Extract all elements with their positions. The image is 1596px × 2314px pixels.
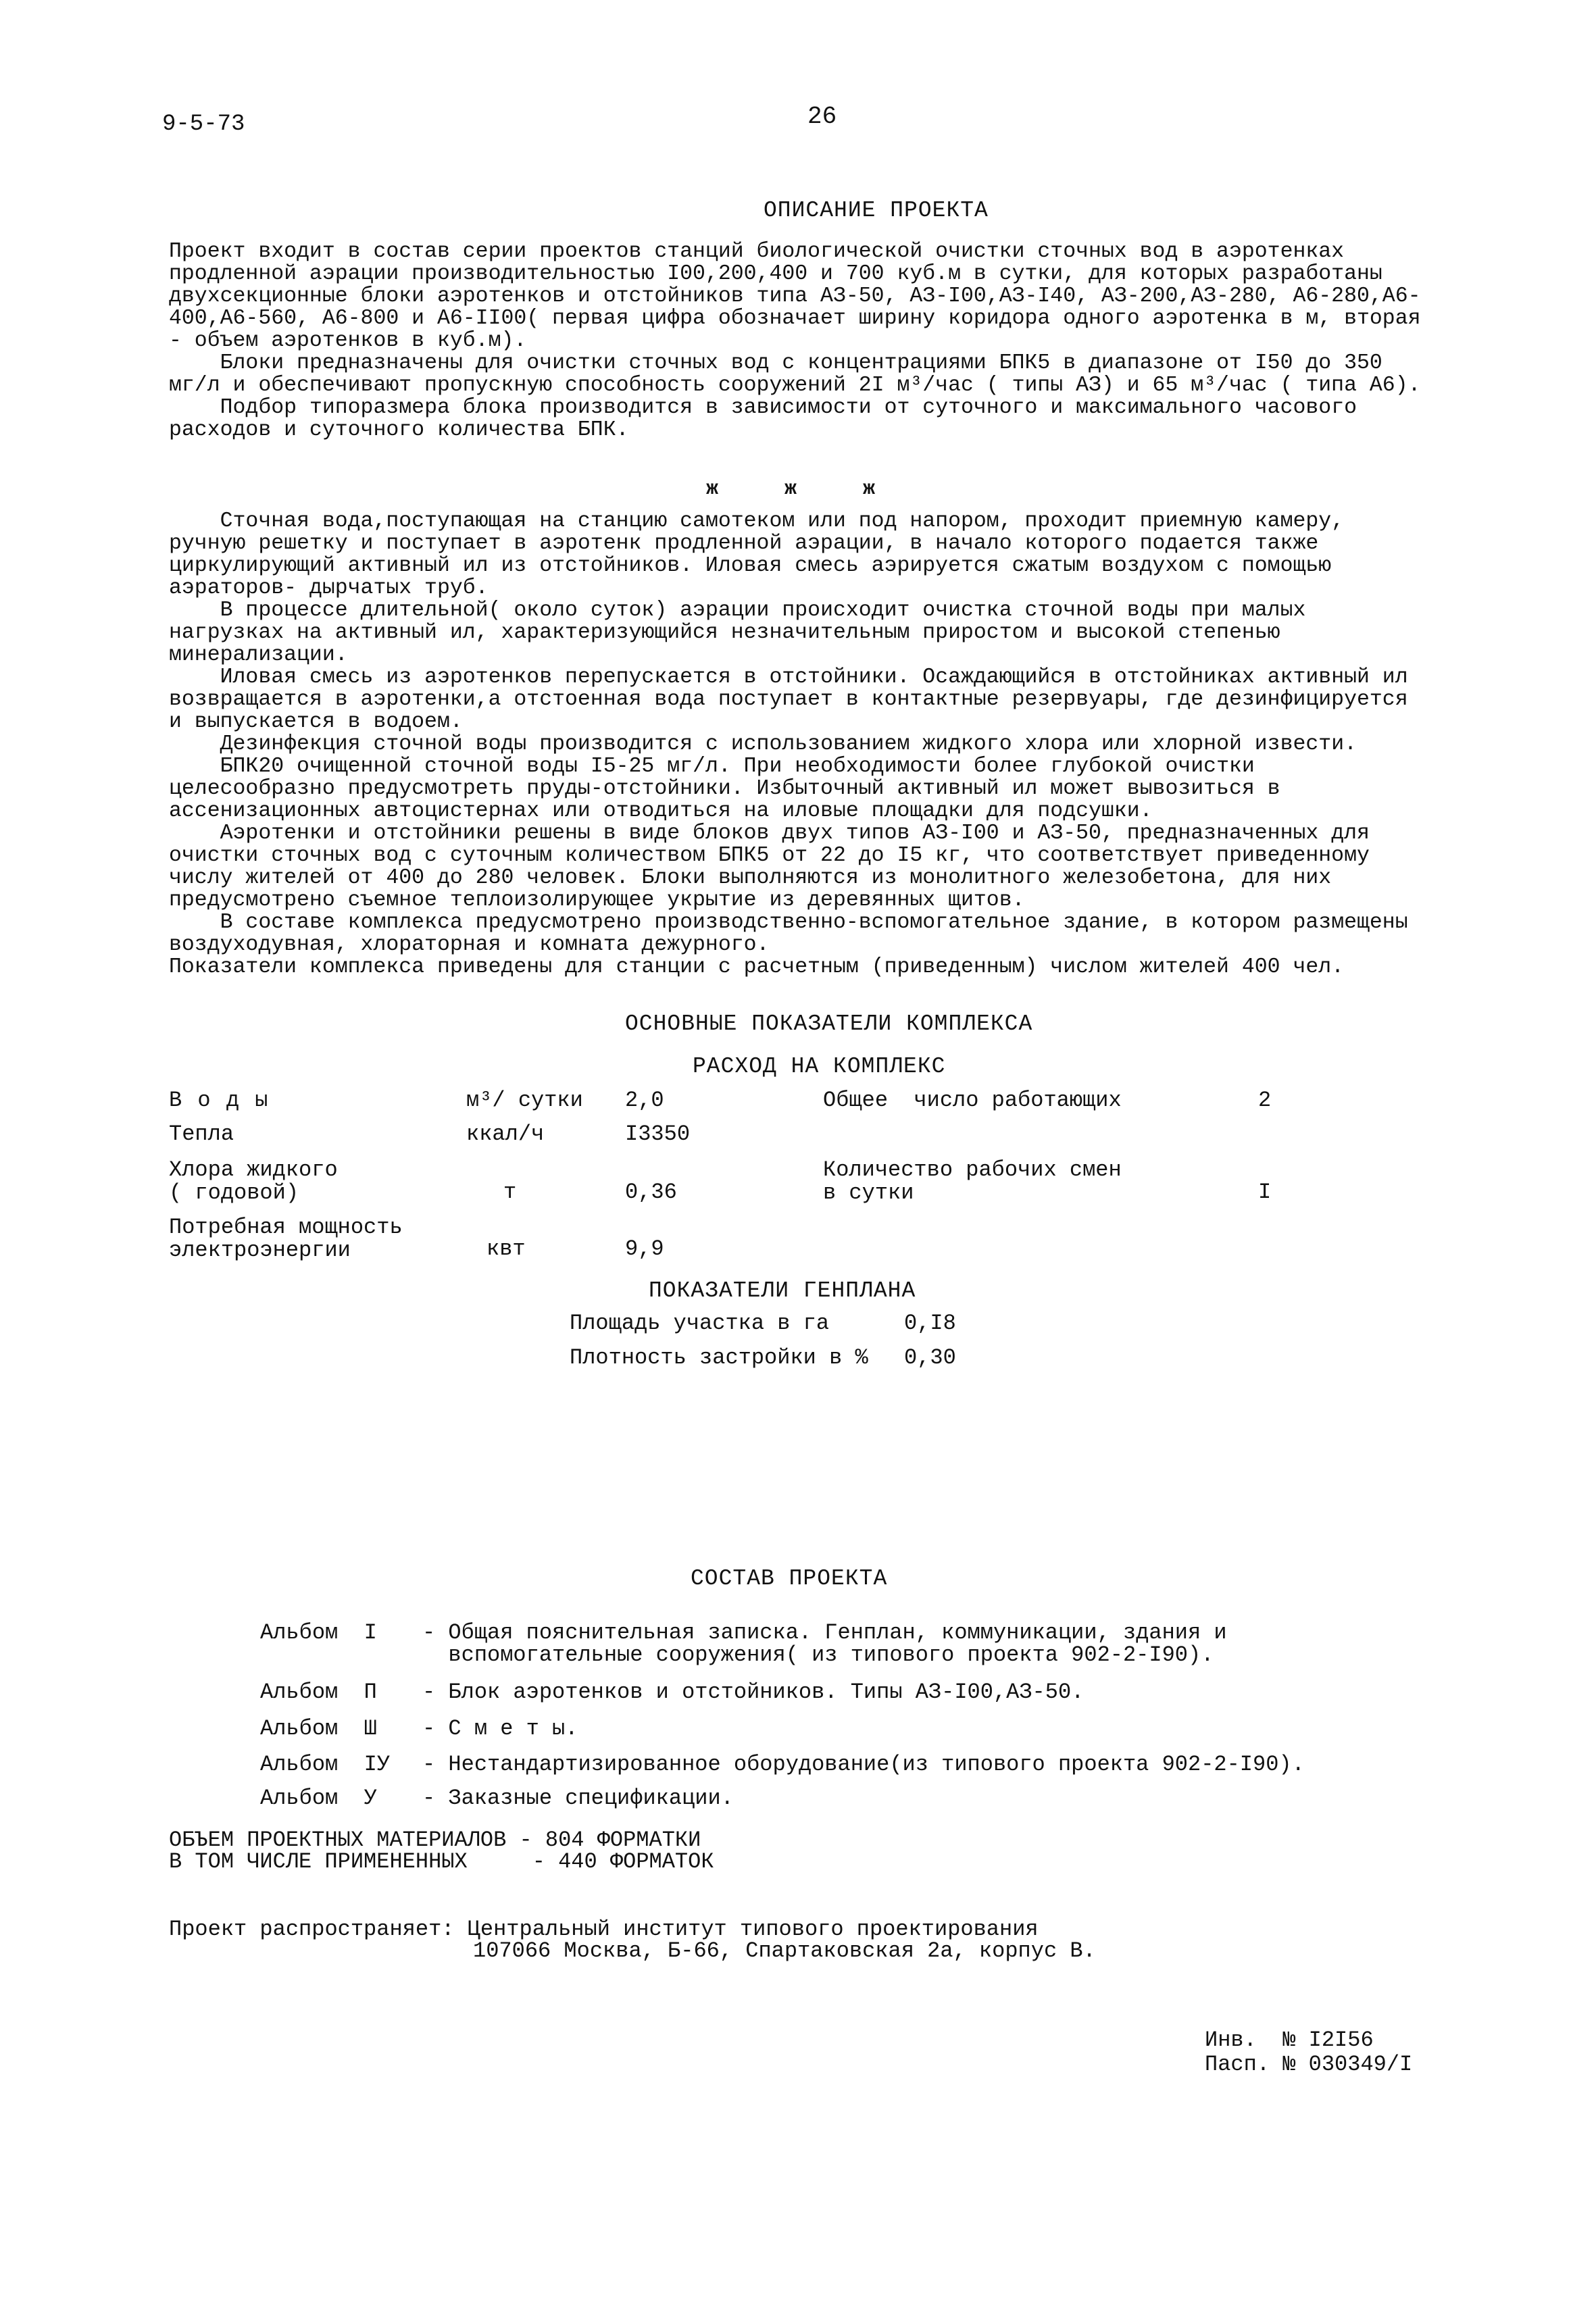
site-area-value: 0,I8 [904,1311,956,1336]
consumption-title: РАСХОД НА КОМПЛЕКС [693,1054,946,1079]
chlorine-label: Хлора жидкого ( годовой) [169,1157,338,1205]
workers-value: 2 [1258,1088,1272,1113]
album-1-label: Альбом I [260,1620,377,1645]
heat-unit: ккал/ч [466,1122,545,1147]
heat-value: I3350 [625,1122,691,1147]
section-separator: ж ж ж [706,478,903,501]
density-label: Плотность застройки в % [570,1345,868,1370]
chlorine-value: 0,36 [625,1180,677,1205]
page-number: 26 [807,103,837,130]
chlorine-unit: т [503,1180,517,1205]
volume-total: ОБЪЕМ ПРОЕКТНЫХ МАТЕРИАЛОВ - 804 ФОРМАТКИ [169,1828,701,1853]
album-3-text: - С м е т ы. [422,1716,578,1741]
album-4-label: Альбом IУ [260,1752,391,1777]
indicators-title: ОСНОВНЫЕ ПОКАЗАТЕЛИ КОМПЛЕКСА [625,1011,1033,1036]
album-3-label: Альбом Ш [260,1716,377,1741]
description-title: ОПИСАНИЕ ПРОЕКТА [764,198,989,223]
inventory-number: Инв. № I2I56 [1205,2028,1374,2053]
water-unit: м³/ сутки [466,1088,583,1113]
water-label: В о д ы [169,1088,270,1113]
site-area-label: Площадь участка в га [570,1311,830,1336]
power-label: Потребная мощность электроэнергии [169,1215,403,1263]
composition-title: СОСТАВ ПРОЕКТА [691,1566,888,1591]
description-paragraph-2: Сточная вода,поступающая на станцию самотеком или под напором, проходит приемную камеру, ручную решетку и поступает в аэротенк продленной аэрации, в начало которого подается также циркулирующий активный ил из отстойников. Иловая смесь аэрируется сжатым воздухом с помощью аэраторов- дырчатых труб. В процессе длительной( около суток) аэрации происходит очистка сточной воды при малых нагрузках на активный ил, характеризующийся незначительным приростом и высокой степенью минерализации. Иловая смесь из аэротенков перепускается в отстойники. Осаждающийся в отстойниках активный ил возвращается в аэротенки,а отстоенная вода поступает в контактные резервуары, где дезинфицируется и выпускается в водоем. Дезинфекция сточной воды производится с использованием жидкого хлора или хлорной извести. БПК20 очищенной сточной воды I5-25 мг/л. При необходимости более глубокой очистки целесообразно предусмотреть пруды-отстойники. Избыточный активный ил может вывозиться в ассенизационных автоцистернах или отводиться на иловые площадки для подсушки. Аэротенки и отстойники решены в виде блоков двух типов АЗ-I00 и АЗ-50, предназначенных для очистки сточных вод с суточным количеством БПК5 от 22 до I5 кг, что соответствует приведенному числу жителей от 400 до 280 человек. Блоки выполняются из монолитного железобетона, для них предусмотрено съемное теплоизолирующее укрытие из деревянных щитов. В составе комплекса предусмотрено производственно-вспомогательное здание, в котором размещены воздуходувная, хлораторная и комната дежурного. Показатели комплекса приведены для станции с расчетным (приведенным) числом жителей 400 чел. [169,509,1408,979]
distributor-line: Проект распространяет: Центральный институт типового проектирования [169,1917,1039,1942]
genplan-title: ПОКАЗАТЕЛИ ГЕНПЛАНА [649,1278,916,1303]
description-paragraph-1: Проект входит в состав серии проектов станций биологической очистки сточных вод в аэротенках продленной аэрации производительностью I00,200,400 и 700 куб.м в сутки, для которых разработаны двухсекционные блоки аэротенков и отстойников типа АЗ-50, АЗ-I00,АЗ-I40, АЗ-200,АЗ-280, А6-280,А6-400,А6-560, А6-800 и А6-II00( первая цифра обозначает ширину коридора одного аэротенка в м, вторая - объем аэротенков в куб.м). Блоки предназначены для очистки сточных вод с концентрациями БПК5 в диапазоне от I50 до 350 мг/л и обеспечивают пропускную способность сооружений 2I м³/час ( типы АЗ) и 65 м³/час ( типа А6). Подбор типоразмера блока производится в зависимости от суточного и максимального часового расходов и суточного количества БПК. [169,240,1421,442]
album-4-text: - Нестандартизированное оборудование(из типового проекта 902-2-I90). [422,1752,1305,1777]
power-value: 9,9 [625,1236,664,1261]
density-value: 0,30 [904,1345,956,1370]
album-5-label: Альбом У [260,1786,377,1811]
album-1-text: - Общая пояснительная записка. Генплан, коммуникации, здания и вспомогательные сооружения( из типового проекта 902-2-I90). [422,1620,1227,1667]
distributor-address: 107066 Москва, Б-66, Спартаковская 2а, корпус В. [473,1938,1096,1963]
album-2-label: Альбом П [260,1680,377,1705]
document-code: 9-5-73 [162,111,245,137]
heat-label: Тепла [169,1122,234,1147]
shifts-value: I [1258,1180,1272,1205]
album-5-text: - Заказные спецификации. [422,1786,734,1811]
shifts-label: Количество рабочих смен в сутки [823,1157,1122,1205]
water-value: 2,0 [625,1088,664,1113]
album-2-text: - Блок аэротенков и отстойников. Типы АЗ-I00,АЗ-50. [422,1680,1084,1705]
volume-applied: В ТОМ ЧИСЛЕ ПРИМЕНЕННЫХ - 440 ФОРМАТОК [169,1849,714,1874]
passport-number: Пасп. № 030349/I [1205,2052,1413,2077]
power-unit: квт [487,1236,526,1261]
workers-label: Общее число работающих [823,1088,1122,1113]
